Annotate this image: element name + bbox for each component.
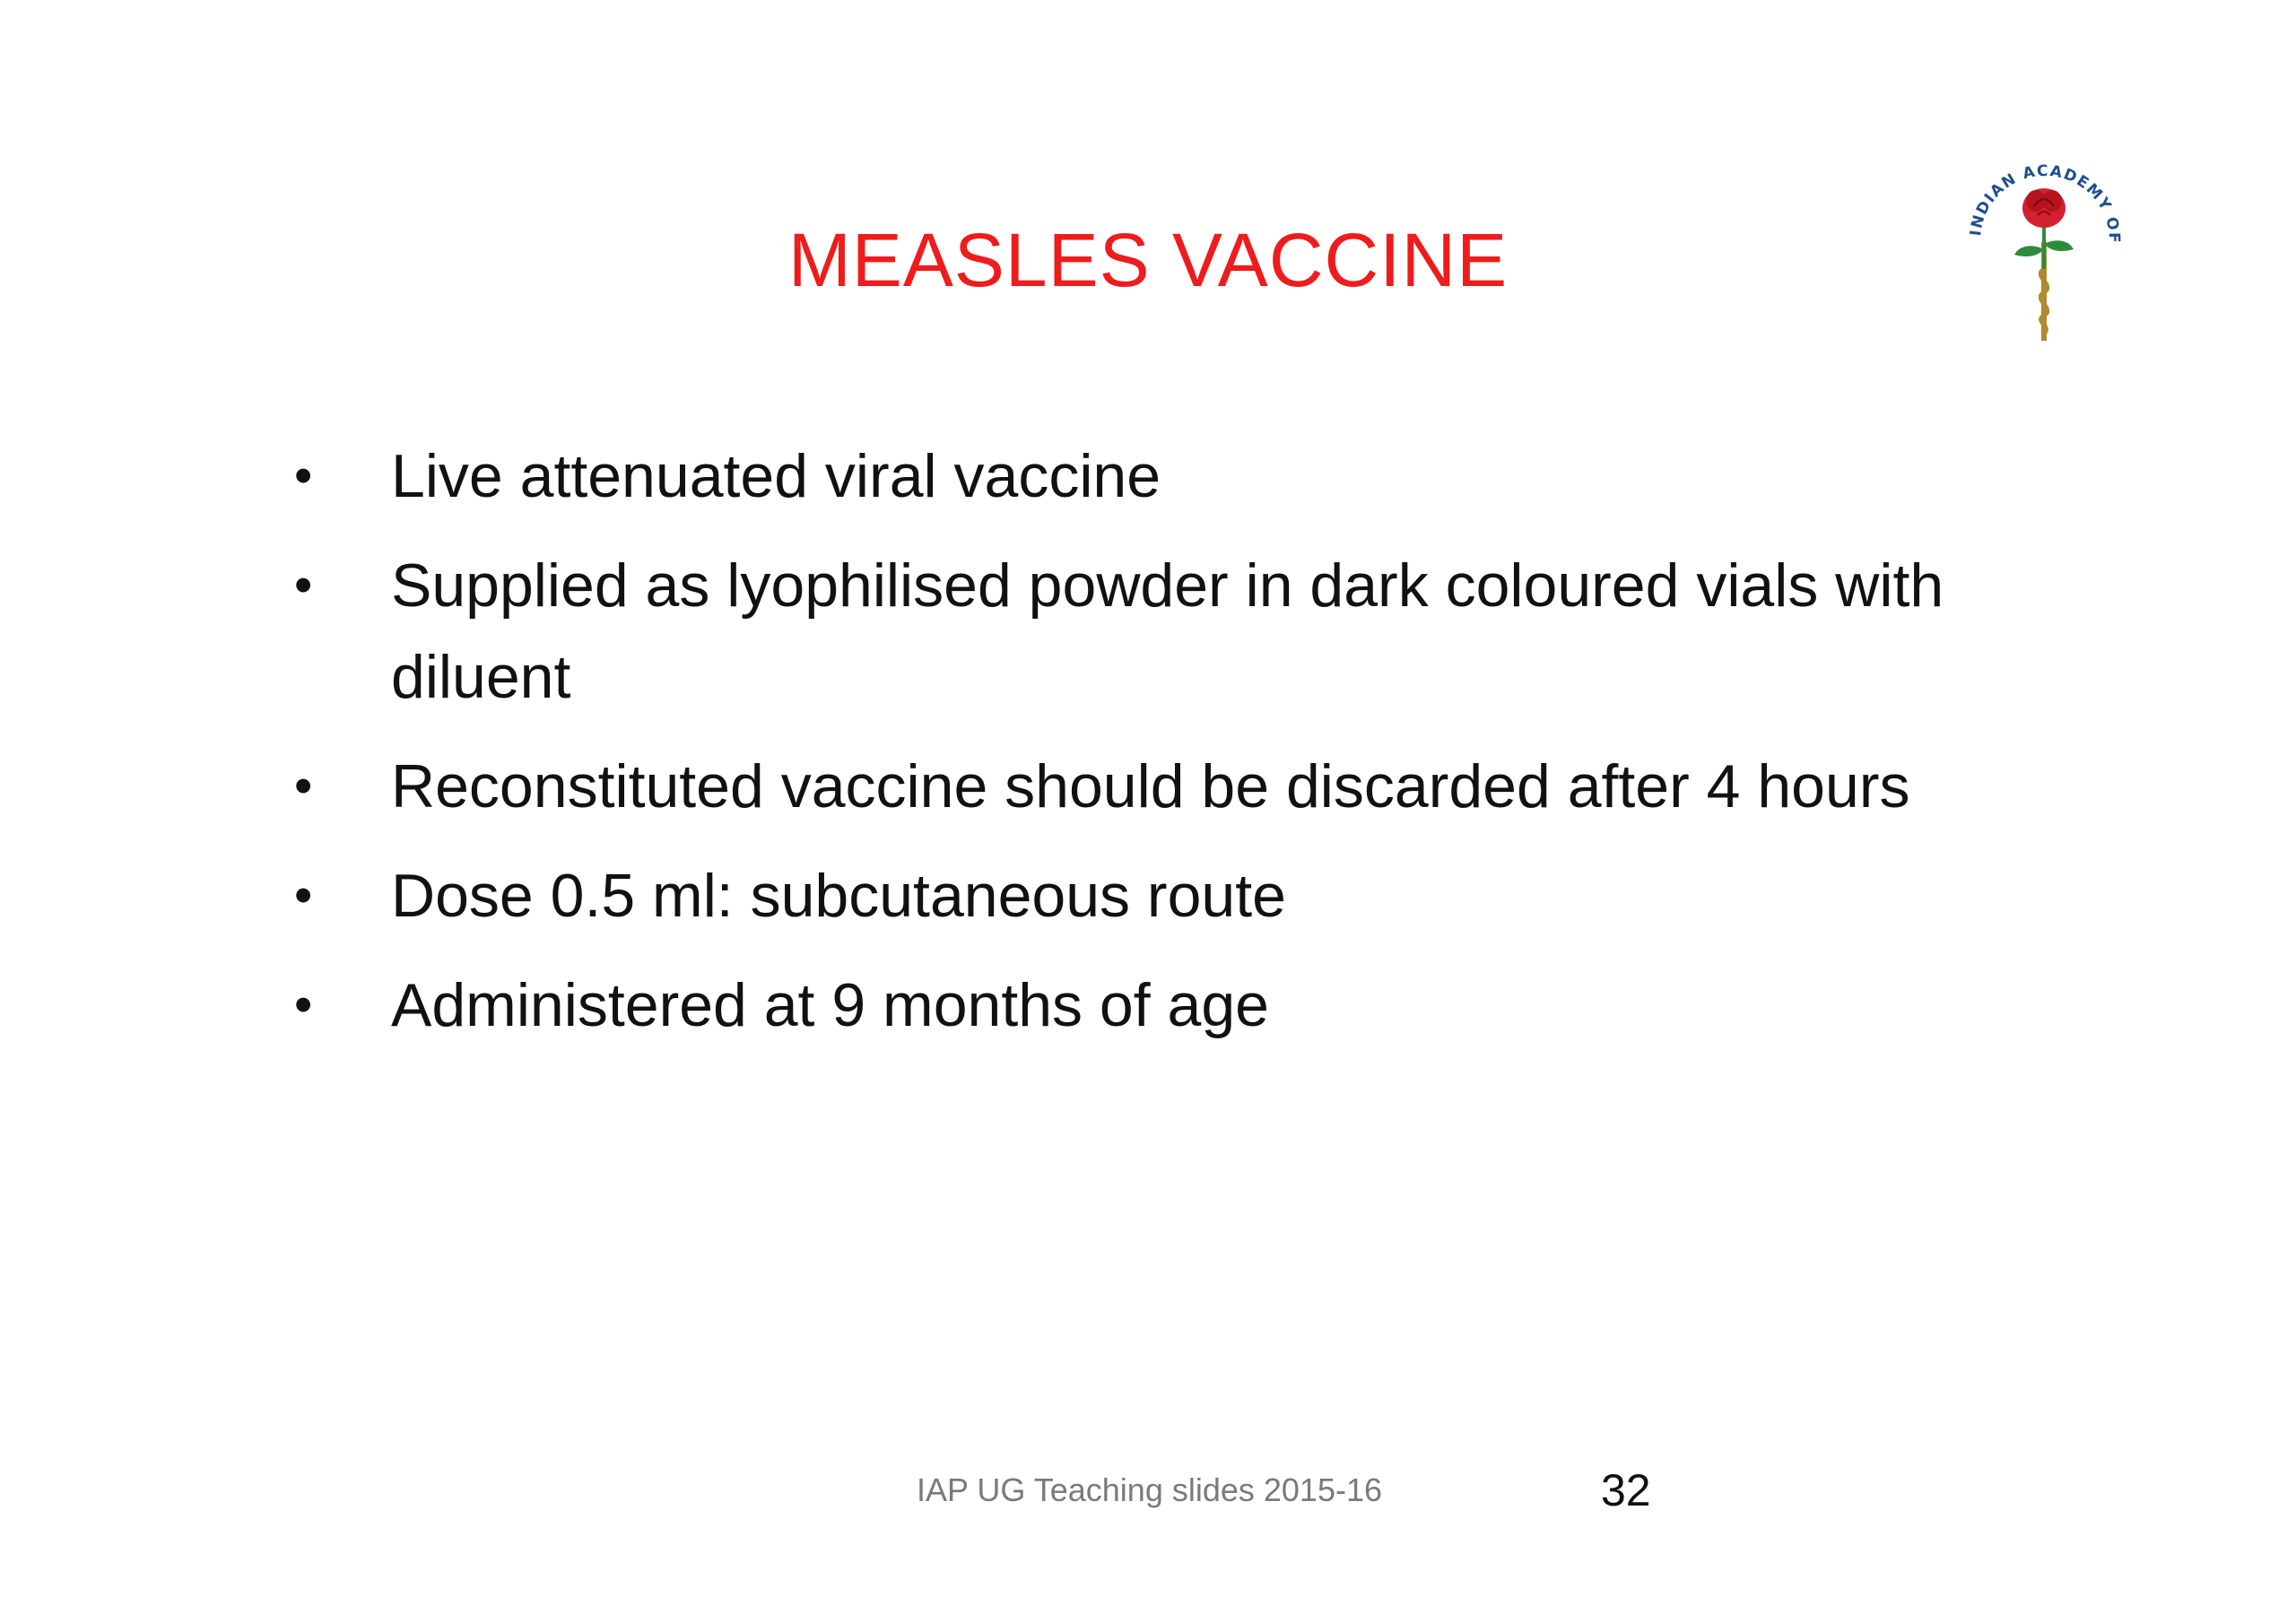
bullet-item bbox=[287, 741, 1991, 832]
bullet-text: Live attenuated viral vaccine bbox=[391, 442, 1161, 510]
bullet-dot: • bbox=[294, 866, 313, 924]
bullet-dot: • bbox=[294, 447, 313, 505]
slide-title: MEASLES VACCINE bbox=[787, 218, 1509, 302]
bullet-text: Administered at 9 months of age bbox=[391, 971, 1269, 1039]
bullet-dot: • bbox=[294, 757, 313, 815]
bullet-text: Supplied as lyophilised powder in dark coloured vials with diluent bbox=[391, 551, 1944, 711]
footer-text: IAP UG Teaching slides 2015-16 bbox=[917, 1471, 1382, 1508]
page-number: 32 bbox=[1601, 1465, 1651, 1515]
bullet-dot: • bbox=[294, 976, 313, 1034]
bullet-item bbox=[287, 959, 1991, 1051]
bullet-list bbox=[287, 430, 1991, 1069]
bullet-item bbox=[287, 430, 1991, 522]
rose-caduceus-logo-icon bbox=[1946, 135, 2144, 350]
bullet-text: Dose 0.5 ml: subcutaneous route bbox=[391, 862, 1286, 930]
bullet-dot: • bbox=[294, 556, 313, 614]
bullet-item bbox=[287, 850, 1991, 942]
bullet-text: Reconstituted vaccine should be discarded after 4 hours bbox=[391, 752, 1910, 820]
svg-text:INDIAN ACADEMY OF PEDIATRICS: INDIAN ACADEMY OF bbox=[1967, 161, 2124, 245]
iap-logo bbox=[1946, 135, 2144, 350]
bullet-item bbox=[287, 540, 1991, 723]
